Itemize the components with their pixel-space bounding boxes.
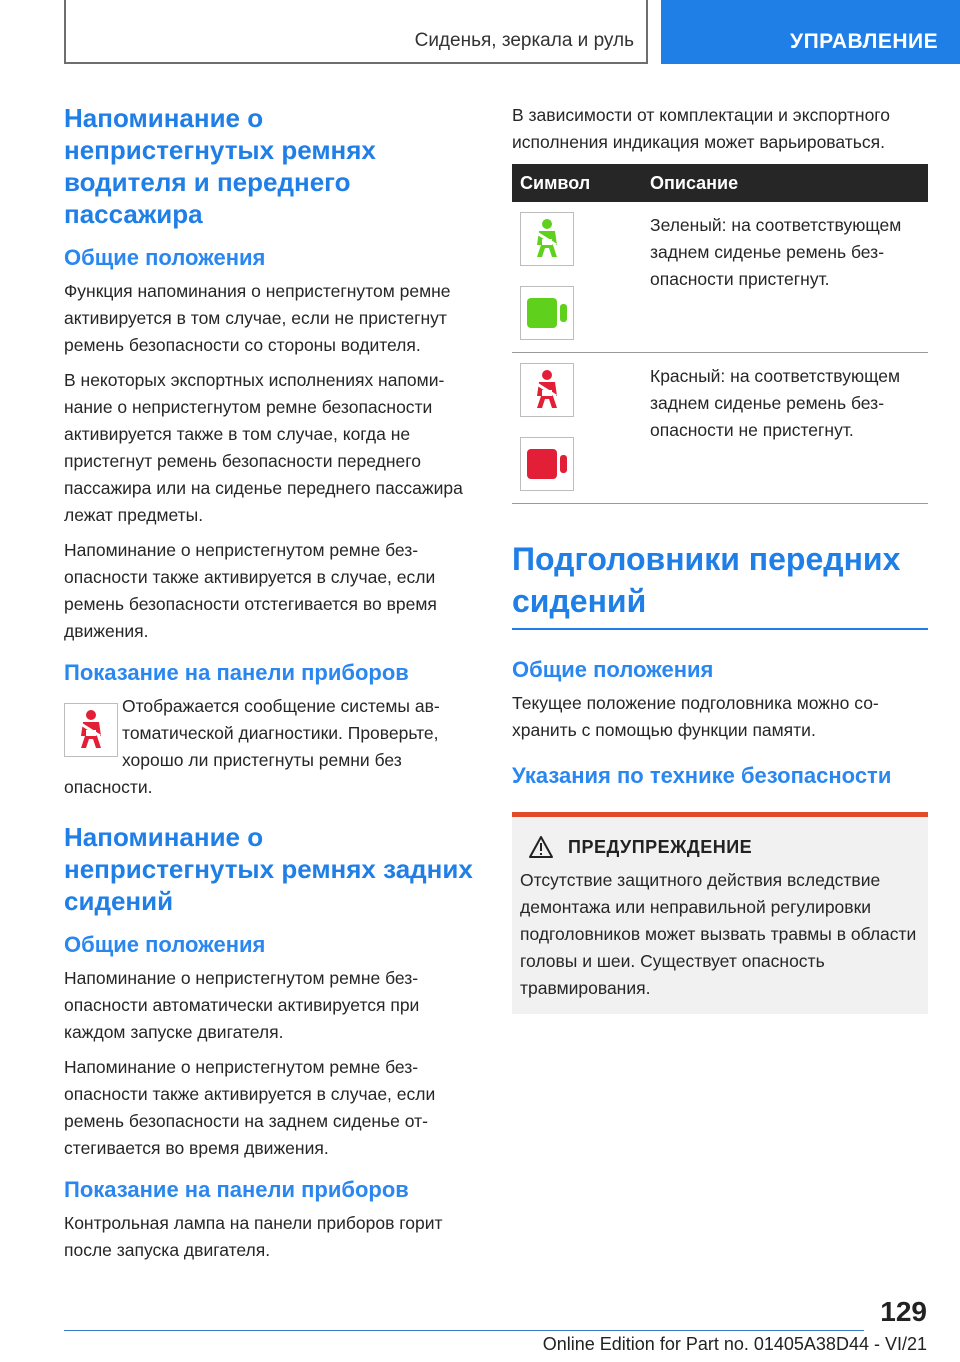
warning-triangle-icon	[528, 835, 554, 859]
rear-paragraph-2: Напоминание о непристегнутом ремне безопасности также активируется в случае, если ремень безопасности на заднем сиденье отстегивается во время движения.	[64, 1057, 436, 1158]
warning-box	[512, 812, 928, 1014]
symbol-cell	[512, 202, 642, 353]
footer-divider	[64, 1330, 864, 1331]
rear-display-text: Контрольная лампа на панели приборов горит после запуска двигателя.	[64, 1213, 443, 1260]
general-paragraph-3: Напоминание о непристегнутом ремне безопасности также активируется в случае, если ремень безопасности отстегивается во время движения.	[64, 540, 437, 641]
seat-indicator-red-icon	[520, 437, 574, 491]
rear-display-heading: Показание на панели приборов	[64, 1177, 409, 1202]
chapter-tab-label: УПРАВЛЕНИЕ	[790, 30, 939, 53]
seat-indicator-green-icon	[520, 286, 574, 340]
header-frame	[64, 0, 648, 64]
red-description: Красный: на соответствующем заднем сиденье ремень безопасности не пристегнут.	[650, 366, 901, 440]
symbol-table	[512, 164, 928, 504]
left-column	[64, 102, 478, 1272]
table-row	[512, 353, 928, 504]
table-row	[512, 202, 928, 353]
seatbelt-red-icon	[64, 703, 118, 757]
rear-paragraph-1: Напоминание о непристегнутом ремне безопасности автоматически активируется при каждом запуске двигателя.	[64, 968, 420, 1042]
green-description: Зеленый: на соответствующем заднем сиденье ремень безопасности пристегнут.	[650, 215, 902, 289]
page-number: 129	[880, 1296, 927, 1327]
general-paragraph-1: Функция напоминания о непристегнутом ремне активируется в том случае, если не пристегнут ремень безопасности со стороны водителя.	[64, 281, 451, 355]
seatbelt-red-icon	[520, 363, 574, 417]
general-paragraph-2: В некоторых экспортных исполнениях напоминание о непристегнутом ремне безопасности активируется также в том случае, когда не пристегнут ремень безопасности переднего пассажира или на сиденье переднего пассажира лежат предметы.	[64, 370, 463, 525]
seatbelt-green-icon	[520, 212, 574, 266]
intro-text: В зависимости от комплектации и экспортного исполнения индикация может варьироваться.	[512, 105, 891, 152]
table-header-row	[512, 164, 928, 202]
warning-title: ПРЕДУПРЕЖДЕНИЕ	[568, 836, 753, 857]
headrests-general-heading: Общие положения	[512, 657, 714, 682]
safety-heading: Указания по технике безопасности	[512, 763, 892, 788]
front-reminder-heading: Напоминание о непристегнутых ремнях водителя и переднего пассажира	[64, 103, 376, 229]
symbol-cell	[512, 353, 642, 504]
right-column	[512, 102, 928, 1014]
display-text: Отображается сообщение системы автоматической диагностики. Проверьте, хорошо ли пристегнуты ремни без	[122, 696, 440, 770]
description-cell	[642, 202, 928, 353]
headrests-heading: Подголовники передних сидений	[512, 538, 928, 630]
column-header-description: Описание	[642, 164, 928, 202]
display-text-tail: опасности.	[64, 777, 153, 797]
display-indicator-block	[64, 693, 478, 801]
chapter-tab[interactable]	[661, 0, 960, 64]
warning-title-row	[528, 835, 918, 859]
general-heading: Общие положения	[64, 245, 266, 270]
warning-text: Отсутствие защитного действия вследствие демонтажа или неправильной регулировки подголовников может вызвать травмы в области головы и шеи. Существует опасность травмирования.	[520, 870, 917, 998]
column-header-symbol: Символ	[512, 164, 642, 202]
description-cell	[642, 353, 928, 504]
footer-edition: Online Edition for Part no. 01405A38D44 - VI/21	[542, 1334, 927, 1354]
rear-reminder-heading: Напоминание о непристегнутых ремнях задних сидений	[64, 822, 473, 916]
rear-general-heading: Общие положения	[64, 932, 266, 957]
display-heading: Показание на панели приборов	[64, 660, 409, 685]
section-title: Сиденья, зеркала и руль	[414, 30, 634, 51]
headrests-paragraph: Текущее положение подголовника можно сохранить с помощью функции памяти.	[512, 693, 879, 740]
